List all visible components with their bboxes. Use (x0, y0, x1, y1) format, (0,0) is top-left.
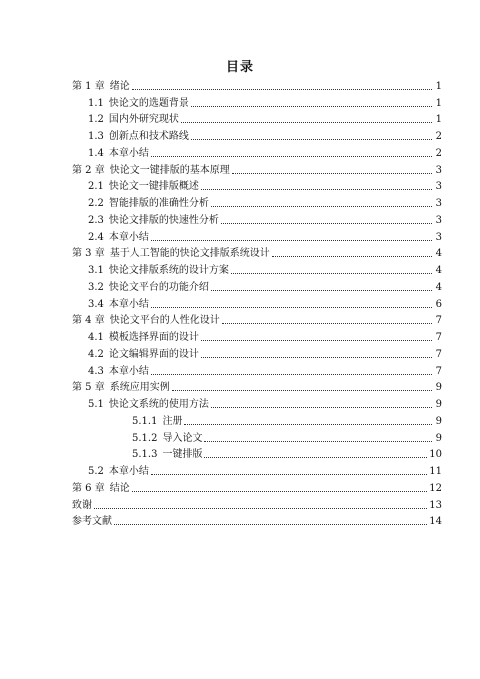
toc-entry[interactable] (72, 244, 442, 261)
toc-entry-label (88, 198, 209, 210)
toc-entry-page-number: 1 (435, 97, 442, 109)
toc-entry[interactable] (72, 495, 442, 512)
toc-entry-label (88, 332, 199, 344)
toc-entry[interactable] (72, 93, 442, 110)
toc-entry[interactable] (72, 227, 442, 244)
toc-entry[interactable] (72, 143, 442, 160)
toc-entry-page-number: 9 (435, 382, 442, 394)
toc-entry-page-number: 2 (435, 131, 442, 142)
toc-entry-text: 注册 (162, 415, 183, 427)
toc-entry-label (88, 181, 199, 193)
toc-entry[interactable] (72, 512, 442, 529)
toc-dot-leader (222, 323, 432, 324)
toc-entry-page-number: 4 (435, 248, 442, 260)
toc-entry-number: 1.1 (88, 97, 104, 109)
toc-entry[interactable] (72, 177, 442, 194)
toc-entry-page-number: 3 (435, 164, 442, 176)
toc-entry-number: 5.1 (88, 399, 104, 410)
toc-dot-leader (204, 457, 427, 458)
toc-dot-leader (272, 256, 432, 257)
toc-entry[interactable] (72, 344, 442, 361)
toc-entry-number: 5.2 (88, 466, 104, 477)
toc-entry[interactable] (72, 110, 442, 127)
toc-entry-text: 基于人工智能的快论文排版系统设计 (109, 248, 270, 260)
toc-entry[interactable] (72, 260, 442, 277)
toc-entry-label (88, 265, 229, 277)
toc-entry-number: 4.1 (88, 332, 104, 343)
toc-entry[interactable] (72, 160, 442, 177)
toc-entry-text: 结论 (109, 482, 130, 494)
toc-entry-text: 本章小结 (108, 365, 149, 377)
toc-entry-label (88, 232, 149, 244)
toc-entry-number: 1.4 (88, 147, 104, 159)
toc-entry-page-number: 13 (429, 499, 442, 511)
toc-entry-label (88, 98, 189, 110)
toc-entry-label (88, 114, 179, 126)
toc-dot-leader (201, 189, 432, 190)
toc-entry-text: 系统应用实例 (109, 382, 170, 394)
toc-entry-text: 快论文排版系统的设计方案 (108, 265, 229, 276)
toc-entry-page-number: 4 (435, 281, 442, 293)
toc-entry-page-number: 9 (435, 415, 442, 427)
toc-entry-label (88, 349, 199, 361)
toc-dot-leader (151, 240, 432, 241)
toc-entry[interactable] (72, 461, 442, 478)
toc-dot-leader (151, 374, 432, 375)
toc-dot-leader (191, 139, 432, 140)
toc-entry-text: 快论文的选题背景 (108, 97, 189, 109)
toc-entry-page-number: 3 (435, 198, 442, 209)
toc-entry-label (72, 315, 220, 327)
toc-dot-leader (94, 508, 427, 509)
toc-entry-number: 2.4 (88, 231, 104, 243)
toc-entry-text: 创新点和技术路线 (108, 131, 189, 142)
toc-entry-number: 2.1 (88, 181, 104, 193)
toc-entry-number: 5.1.1 (132, 415, 158, 427)
toc-entry-number: 第 6 章 (72, 482, 105, 494)
toc-entry-page-number: 10 (429, 449, 442, 461)
toc-entry-label (88, 399, 209, 411)
toc-entry-label (72, 516, 112, 528)
toc-entry[interactable] (72, 311, 442, 328)
toc-entry-number: 2.2 (88, 198, 104, 209)
toc-entry-number: 2.3 (88, 214, 104, 226)
toc-dot-leader (151, 474, 427, 475)
toc-title: 目录 (225, 60, 254, 75)
toc-entry[interactable] (72, 294, 442, 311)
toc-dot-leader (231, 273, 432, 274)
toc-entry-text: 本章小结 (108, 466, 149, 477)
toc-entry-text: 导入论文 (162, 432, 203, 444)
toc-entry-page-number: 7 (435, 365, 442, 377)
toc-entry-text: 本章小结 (108, 231, 149, 243)
toc-entry-number: 3.4 (88, 298, 104, 310)
toc-entry-label (88, 299, 149, 311)
toc-entry-page-number: 9 (435, 399, 442, 410)
toc-entry-number: 第 4 章 (72, 315, 105, 327)
toc-entry[interactable] (72, 445, 442, 462)
toc-entry-page-number: 12 (429, 482, 442, 494)
toc-entry-label (72, 500, 92, 512)
toc-entry[interactable] (72, 327, 442, 344)
toc-dot-leader (172, 390, 432, 391)
toc-entry-number: 4.3 (88, 365, 104, 377)
toc-dot-leader (232, 173, 432, 174)
toc-entry-label (72, 483, 130, 495)
toc-entry[interactable] (72, 478, 442, 495)
toc-entry[interactable] (72, 193, 442, 210)
toc-entry-page-number: 1 (435, 80, 442, 92)
toc-entry-text: 快论文平台的功能介绍 (108, 281, 209, 293)
toc-entry[interactable] (72, 394, 442, 411)
toc-entry-label (132, 449, 202, 461)
toc-dot-leader (204, 441, 432, 442)
toc-entry-page-number: 9 (435, 432, 442, 444)
toc-entry-label (72, 165, 230, 177)
toc-entry-label (88, 466, 149, 478)
toc-entry-text: 智能排版的准确性分析 (108, 198, 209, 209)
toc-dot-leader (181, 122, 432, 123)
toc-entry-page-number: 7 (435, 348, 442, 360)
toc-entry-text: 国内外研究现状 (108, 114, 179, 126)
toc-entry[interactable] (72, 411, 442, 428)
toc-entry-text: 一键排版 (162, 449, 203, 461)
toc-entry-label (132, 433, 202, 445)
toc-entry-text: 快论文一键排版的基本原理 (109, 164, 230, 176)
toc-entry-text: 快论文一键排版概述 (108, 181, 199, 193)
toc-dot-leader (184, 424, 432, 425)
toc-entry-text: 论文编辑界面的设计 (108, 348, 199, 360)
toc-entry-text: 绪论 (109, 80, 130, 92)
toc-entry-label (88, 148, 149, 160)
toc-entry-number: 5.1.2 (132, 432, 158, 444)
toc-entry[interactable] (72, 428, 442, 445)
toc-entry-page-number: 3 (435, 231, 442, 243)
toc-dot-leader (191, 106, 432, 107)
toc-entry-label (72, 81, 130, 93)
toc-entry-page-number: 3 (435, 181, 442, 193)
toc-entry-label (88, 215, 219, 227)
toc-entry-text: 快论文排版的快速性分析 (108, 214, 219, 226)
toc-entry[interactable] (72, 126, 442, 143)
toc-dot-leader (151, 156, 432, 157)
toc-entry-page-number: 4 (435, 265, 442, 276)
toc-dot-leader (201, 357, 432, 358)
toc-dot-leader (211, 407, 432, 408)
toc-dot-leader (221, 223, 432, 224)
toc-entry-text: 模板选择界面的设计 (108, 332, 199, 343)
toc-entry-text: 本章小结 (108, 147, 149, 159)
toc-entry-page-number: 3 (435, 214, 442, 226)
toc-entry[interactable] (72, 277, 442, 294)
toc-entry-number: 1.2 (88, 114, 104, 126)
toc-entry-text: 快论文平台的人性化设计 (109, 315, 220, 327)
toc-entry[interactable] (72, 210, 442, 227)
toc-entry-label (72, 382, 170, 394)
toc-entry-number: 第 2 章 (72, 164, 105, 176)
toc-entry-page-number: 11 (429, 466, 442, 477)
toc-entry-text: 本章小结 (108, 298, 149, 310)
toc-entry-label (88, 131, 189, 143)
toc-entry[interactable] (72, 378, 442, 395)
toc-dot-leader (132, 491, 428, 492)
toc-entry-number: 4.2 (88, 348, 104, 360)
toc-entry[interactable] (72, 76, 442, 93)
toc-dot-leader (211, 206, 432, 207)
toc-entry-number: 3.1 (88, 265, 104, 276)
toc-dot-leader (132, 89, 432, 90)
toc-entry-label (72, 248, 270, 260)
toc-entry-number: 1.3 (88, 131, 104, 142)
toc-entry-text: 致谢 (72, 499, 92, 511)
toc-dot-leader (114, 524, 427, 525)
toc-entry[interactable] (72, 361, 442, 378)
toc-entry-page-number: 1 (435, 114, 442, 126)
toc-list (72, 76, 442, 528)
toc-entry-number: 第 5 章 (72, 382, 105, 394)
toc-dot-leader (201, 340, 432, 341)
toc-entry-number: 5.1.3 (132, 449, 158, 461)
toc-entry-page-number: 6 (435, 298, 442, 310)
toc-entry-label (88, 366, 149, 378)
toc-entry-number: 第 3 章 (72, 248, 105, 260)
toc-entry-text: 快论文系统的使用方法 (108, 399, 209, 410)
toc-entry-number: 3.2 (88, 281, 104, 293)
toc-entry-page-number: 7 (435, 315, 442, 327)
toc-dot-leader (151, 307, 432, 308)
toc-entry-text: 参考文献 (72, 516, 112, 528)
toc-entry-number: 第 1 章 (72, 80, 105, 92)
toc-dot-leader (211, 290, 432, 291)
toc-entry-page-number: 14 (429, 516, 442, 528)
toc-entry-label (88, 282, 209, 294)
toc-entry-label (132, 416, 182, 428)
toc-entry-page-number: 7 (435, 332, 442, 343)
toc-entry-page-number: 2 (435, 147, 442, 159)
